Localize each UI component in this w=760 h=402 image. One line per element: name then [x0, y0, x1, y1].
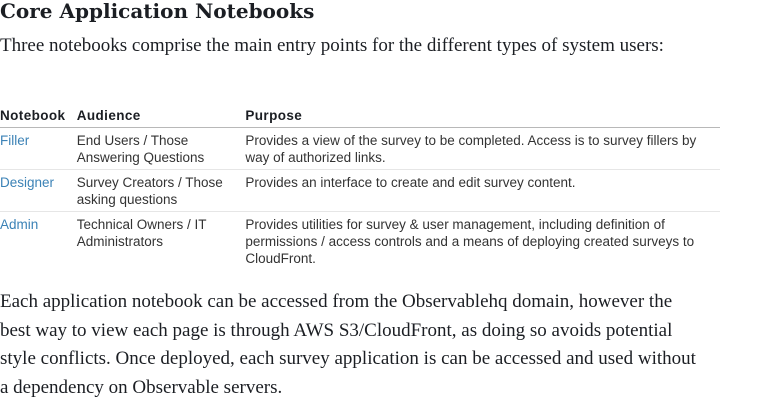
table-row-designer: [0, 170, 720, 212]
cell-audience: End Users / Those Answering Questions: [77, 128, 246, 170]
cell-notebook: [0, 128, 77, 170]
header-purpose: Purpose: [245, 107, 720, 128]
header-notebook: Notebook: [0, 107, 77, 128]
cell-audience: Technical Owners / IT Administrators: [76, 217, 207, 249]
intro-paragraph: Three notebooks comprise the main entry points for the different types of system users:: [0, 35, 664, 56]
table-row-filler: [0, 128, 720, 170]
cell-purpose: Provides a view of the survey to be completed. Access is to survey fillers by way of authorized links.: [245, 128, 720, 170]
table-row-admin: [0, 212, 720, 271]
admin-notebook-link[interactable]: Admin: [0, 217, 39, 232]
table-header-row: [0, 107, 720, 128]
cell-purpose: Provides utilities for survey & user management, including definition of permissions / access controls and a means of deploying created surveys to CloudFront.: [245, 217, 695, 266]
cell-notebook: [0, 170, 77, 212]
cell-notebook: [0, 212, 77, 271]
cell-audience: Survey Creators / Those asking questions: [77, 170, 246, 212]
filler-notebook-link[interactable]: Filler: [0, 133, 30, 148]
header-audience: Audience: [77, 107, 246, 128]
section-heading: Core Application Notebooks: [0, 0, 315, 23]
designer-notebook-link[interactable]: Designer: [0, 175, 55, 190]
cell-purpose: Provides an interface to create and edit survey content.: [245, 170, 720, 212]
notebooks-table: [0, 107, 720, 270]
body-paragraph: Each application notebook can be accessed from the Observablehq domain, however the best way to view each page is through AWS S3/CloudFront, as doing so avoids potential style conflicts. Once deployed, each survey application is can be accessed and used without a dependency on Observable servers.: [0, 291, 696, 398]
